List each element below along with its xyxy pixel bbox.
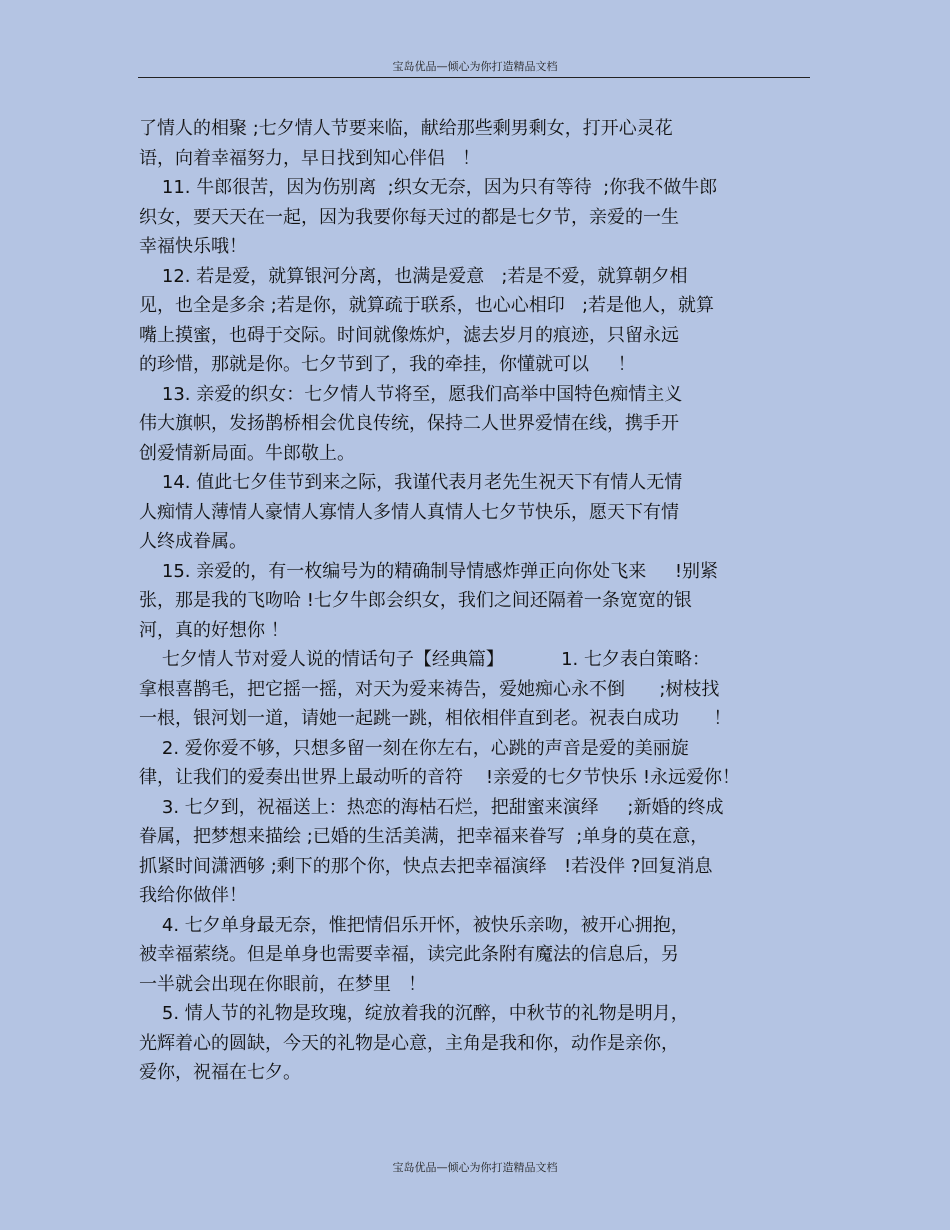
text-line: 眷属，把梦想来描绘 ;已婚的生活美满，把幸福来眷写 ;单身的莫在意， [139,826,709,847]
text-line: 5. 情人节的礼物是玫瑰，绽放着我的沉醉，中秋节的礼物是明月， [139,1003,689,1024]
text-line: 律，让我们的爱奏出世界上最动听的音符 !亲爱的七夕节快乐 !永远爱你！ [139,767,741,788]
text-line: 光辉着心的圆缺，今天的礼物是心意，主角是我和你，动作是亲你， [139,1032,679,1054]
text-line: 我给你做伴！ [139,885,247,906]
header-rule [138,77,810,78]
text-line: 一半就会出现在你眼前，在梦里 ！ [139,973,427,995]
text-line: 拿根喜鹊毛，把它摇一摇，对天为爱来祷告，爱她痴心永不倒 ;树枝找 [139,678,720,700]
text-line: 抓紧时间潇洒够 ;剩下的那个你，快点去把幸福演绎 !若没伴 ?回复消息 [139,855,713,877]
text-line: 创爱情新局面。牛郎敬上。 [139,442,355,464]
text-line: 张，那是我的飞吻哈 !七夕牛郎会织女，我们之间还隔着一条宽宽的银 [139,590,692,611]
text-line: 七夕情人节对爱人说的情话句子【经典篇】 1. 七夕表白策略： [139,649,710,670]
text-line: 一根，银河划一道，请她一起跳一跳，相依相伴直到老。祝表白成功 ！ [139,708,732,729]
text-line: 11. 牛郎很苦，因为伤别离 ;织女无奈，因为只有等待 ;你我不做牛郎 [139,177,718,198]
text-line: 伟大旗帜，发扬鹊桥相会优良传统，保持二人世界爱情在线，携手开 [139,413,679,434]
text-line: 4. 七夕单身最无奈，惟把情侣乐开怀，被快乐亲吻，被开心拥抱， [139,914,689,936]
text-line: 被幸福萦绕。但是单身也需要幸福，读完此条附有魔法的信息后，另 [139,944,679,965]
text-line: 人终成眷属。 [139,531,247,552]
text-line: 15. 亲爱的，有一枚编号为的精确制导情感炸弹正向你处飞来 !别紧 [139,560,719,582]
text-line: 2. 爱你爱不够，只想多留一刻在你左右，心跳的声音是爱的美丽旋 [139,737,689,759]
page-footer: 宝岛优品—倾心为你打造精品文档 [392,1161,558,1174]
text-line: 14. 值此七夕佳节到来之际，我谨代表月老先生祝天下有情人无情 [139,472,683,493]
text-line: 河，真的好想你 ！ [139,619,289,641]
text-line: 嘴上摸蜜，也碍于交际。时间就像炼炉，滤去岁月的痕迹，只留永远 [139,324,679,346]
text-line: 语，向着幸福努力，早日找到知心伴侣 ！ [139,147,481,169]
text-line: 3. 七夕到，祝福送上：热恋的海枯石烂，把甜蜜来演绎 ;新婚的终成 [139,796,724,818]
text-line: 13. 亲爱的织女：七夕情人节将至，愿我们高举中国特色痴情主义 [139,383,683,405]
text-line: 的珍惜，那就是你。七夕节到了，我的牵挂，你懂就可以 ！ [139,354,636,375]
page-header: 宝岛优品—倾心为你打造精品文档 [392,60,558,73]
text-line: 爱你，祝福在七夕。 [139,1062,301,1083]
text-line: 见，也全是多余 ;若是你，就算疏于联系，也心心相印 ;若是他人，就算 [139,295,715,316]
text-line: 幸福快乐哦！ [139,236,247,257]
text-line: 了情人的相聚 ;七夕情人节要来临，献给那些剩男剩女，打开心灵花 [139,118,673,139]
text-line: 人痴情人薄情人豪情人寡情人多情人真情人七夕节快乐，愿天下有情 [139,501,679,523]
text-line: 12. 若是爱，就算银河分离，也满是爱意 ;若是不爱，就算朝夕相 [139,265,688,287]
text-line: 织女，要天天在一起，因为我要你每天过的都是七夕节，亲爱的一生 [139,206,679,228]
document-body [139,114,839,1088]
